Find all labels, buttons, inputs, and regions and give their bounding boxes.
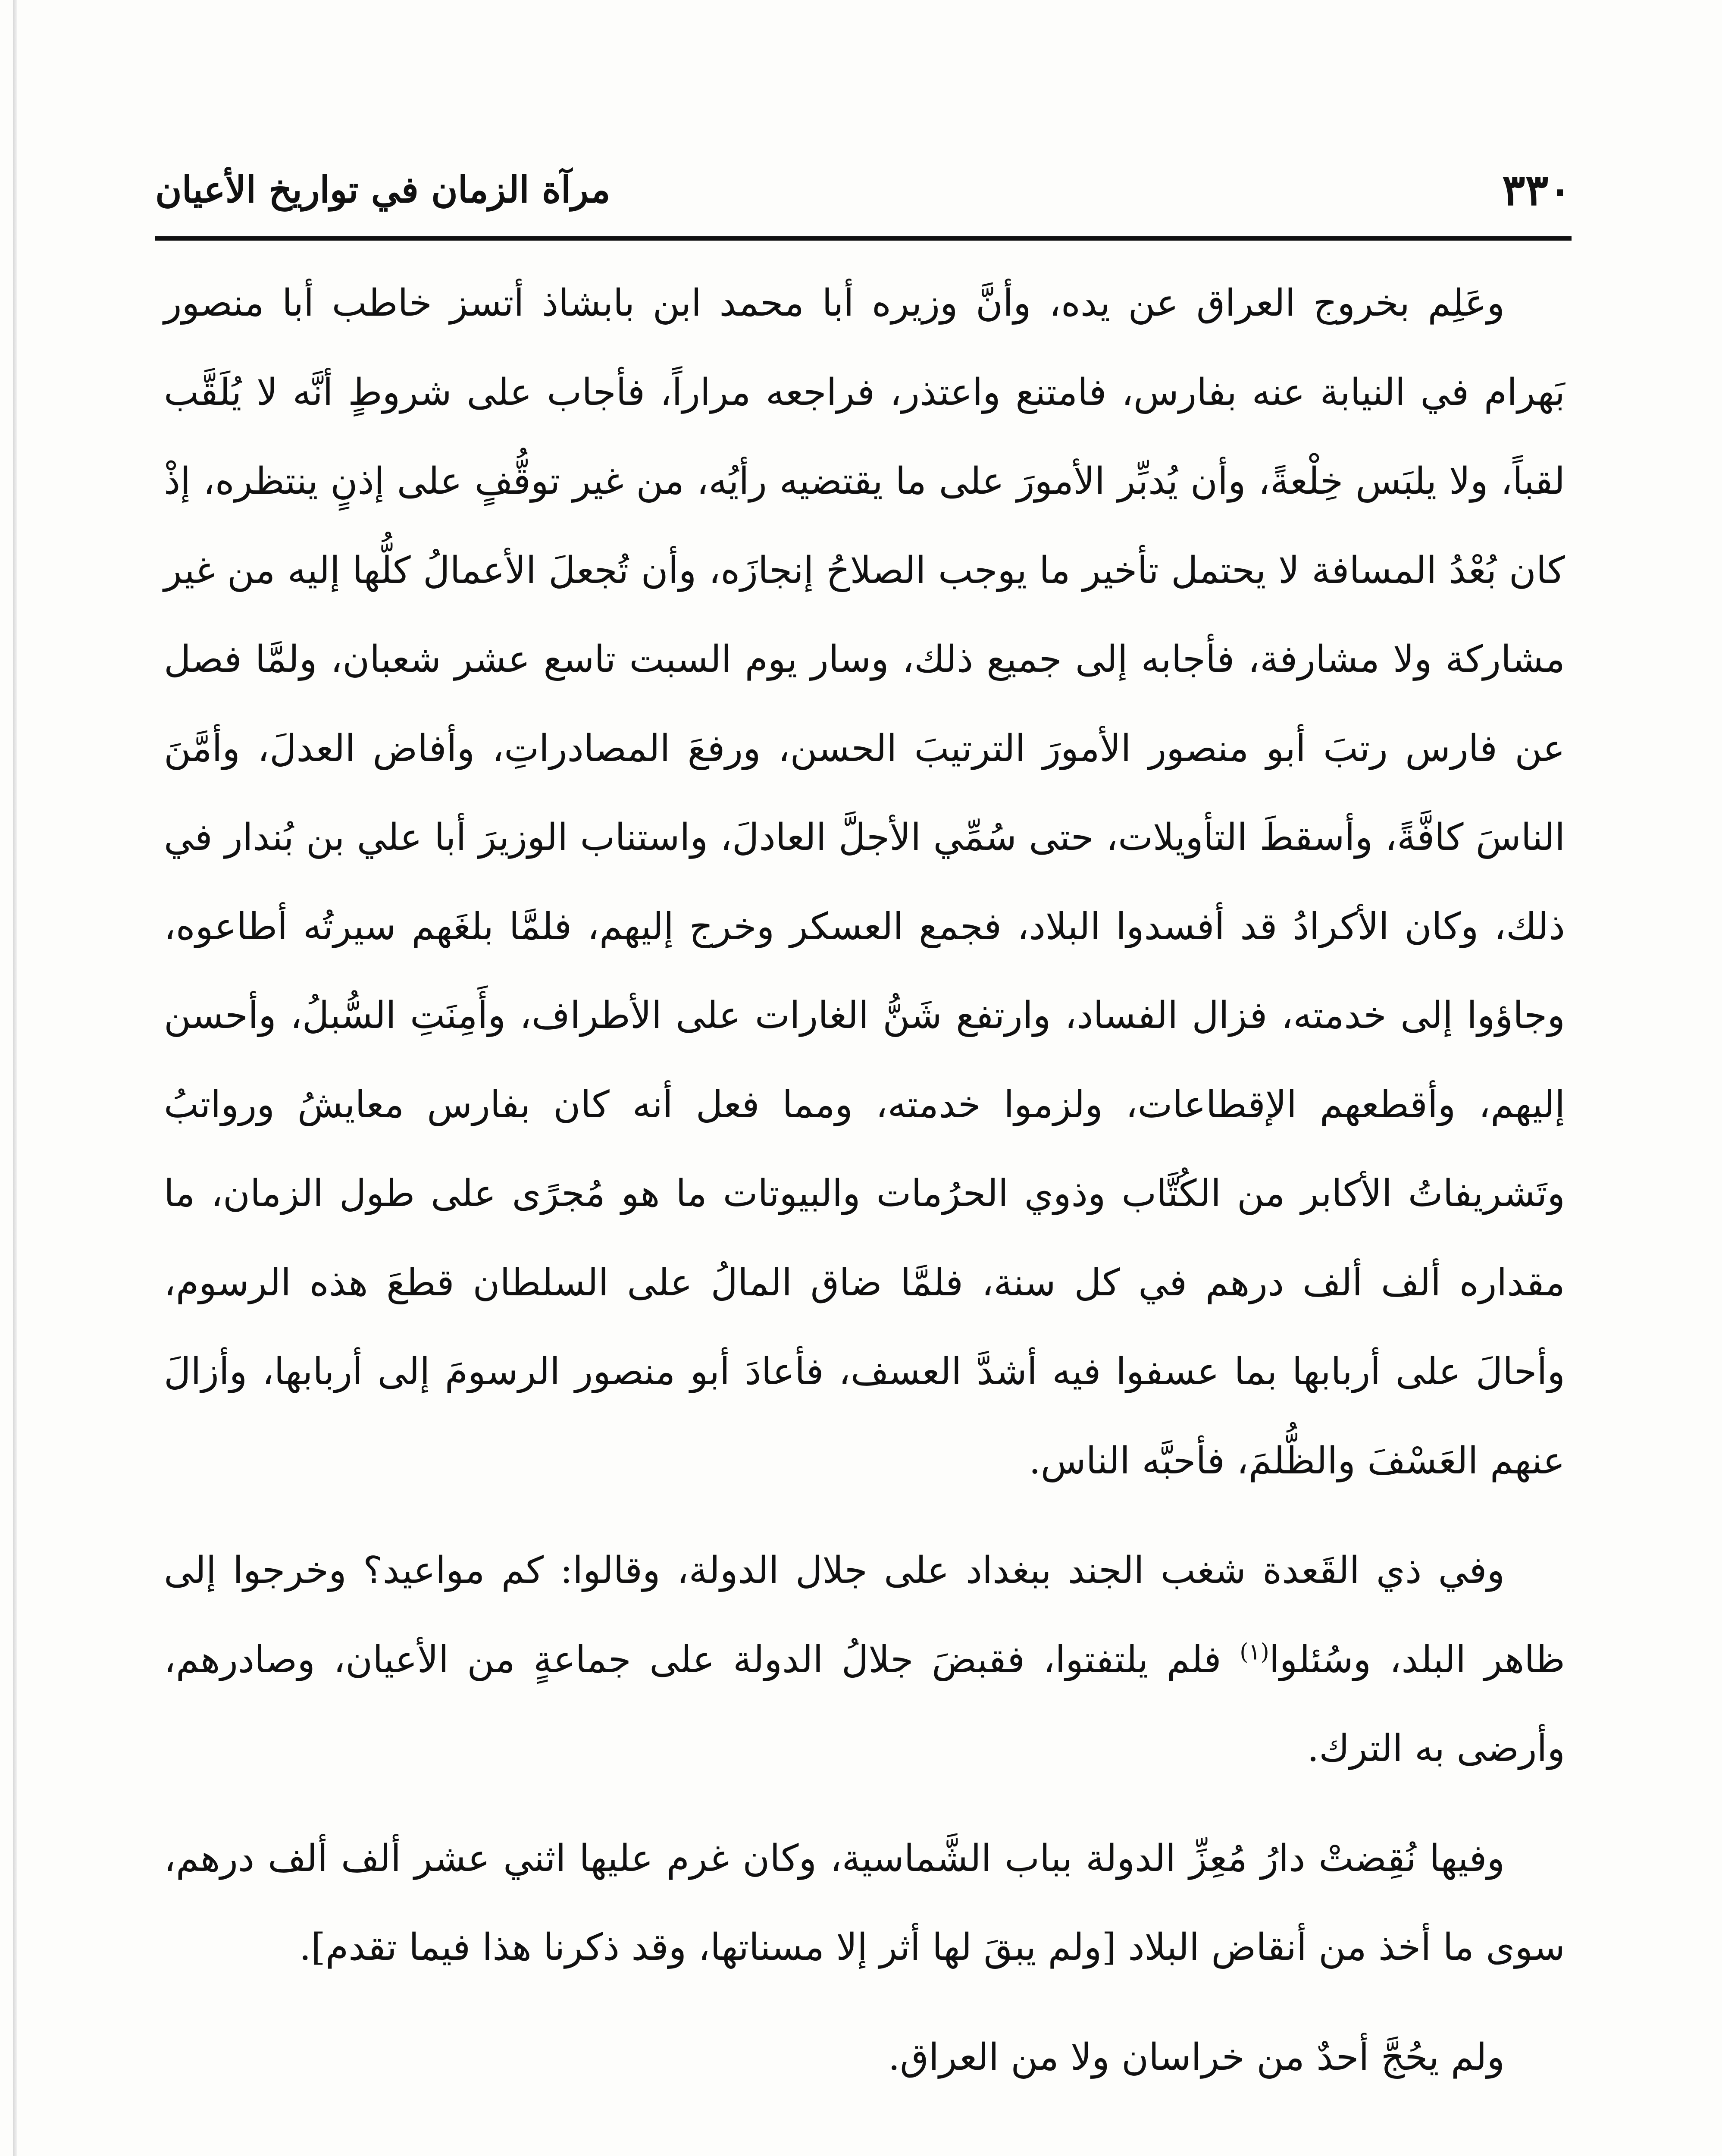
paragraph-1: وعَلِم بخروج العراق عن يده، وأنَّ وزيره أبا محمد ابن بابشاذ أتسز خاطب أبا منصور بَهرام في النيابة عنه بفارس، فامتنع واعتذر، فراجعه مراراً، فأجاب على شروطٍ أنَّه لا يُلَقَّب لقباً، ولا يلبَس خِلْعةً، وأن يُدبِّر الأمورَ على ما يقتضيه رأيُه، من غير توقُّفٍ على إذنٍ ينتظره، إذْ كان بُعْدُ المسافة لا يحتمل تأخير ما يوجب الصلاحُ إنجازَه، وأن تُجعلَ الأعمالُ كلُّها إليه من غير مشاركة ولا مشارفة، فأجابه إلى جميع ذلك، وسار يوم السبت تاسع عشر شعبان، ولمَّا فصل عن فارس رتبَ أبو منصور الأمورَ الترتيبَ الحسن، ورفعَ المصادراتِ، وأفاض العدلَ، وأمَّنَ الناسَ كافَّةً، وأسقطَ التأويلات، حتى سُمِّي الأجلَّ العادلَ، واستناب الوزيرَ أبا علي بن بُندار في ذلك، وكان الأكرادُ قد أفسدوا البلاد، فجمع العسكر وخرج إليهم، فلمَّا بلغَهم سيرتُه أطاعوه، وجاؤوا إلى خدمته، فزال الفساد، وارتفع شَنُّ الغارات على الأطراف، وأَمِنَتِ السُّبلُ، وأحسن إليهم، وأقطعهم الإقطاعات، ولزموا خدمته، ومما فعل أنه كان بفارس معايشُ ورواتبُ وتَشريفاتُ الأكابر من الكُتَّاب وذوي الحرُمات والبيوتات ما هو مُجرًى على طول الزمان، ما مقداره ألف ألف درهم في كل سنة، فلمَّا ضاق المالُ على السلطان قطعَ هذه الرسوم، وأحالَ على أربابها بما عسفوا فيه أشدَّ العسف، فأعادَ أبو منصور الرسومَ إلى أربابها، وأزالَ عنهم العَسْفَ والظُّلمَ، فأحبَّه الناس. <box>164 282 1565 1482</box>
page-edge-shadow <box>13 0 17 2156</box>
paragraph-3: وفيها نُقِضتْ دارُ مُعِزِّ الدولة بباب الشَّماسية، وكان غرم عليها اثني عشر ألف ألف درهم، سوى ما أخذ من أنقاض البلاد [ولم يبقَ لها أثر إلا مسناتها، وقد ذكرنا هذا فيما تقدم]. <box>164 1836 1565 1969</box>
body-text <box>164 259 1565 2102</box>
page-header <box>155 160 1572 233</box>
header-rule <box>155 236 1572 241</box>
paragraph-2-part-2: فلم يلتفتوا، فقبضَ جلالُ الدولة على جماعةٍ من الأعيان، وصادرهم، وأرضى به الترك. <box>164 1638 1565 1770</box>
paragraph-2 <box>164 1526 1565 1793</box>
footnote-reference: (١) <box>1240 1639 1269 1665</box>
page-number: ٣٣٠ <box>1502 164 1572 215</box>
running-title: مرآة الزمان في تواريخ الأعيان <box>155 168 611 211</box>
paragraph-4: ولم يحُجَّ أحدٌ من خراسان ولا من العراق. <box>888 2035 1505 2079</box>
paragraph-2-part-1: وفي ذي القَعدة شغب الجند ببغداد على جلال الدولة، وقالوا: كم مواعيد؟ وخرجوا إلى ظاهر البلد، وسُئلوا <box>164 1549 1565 1681</box>
